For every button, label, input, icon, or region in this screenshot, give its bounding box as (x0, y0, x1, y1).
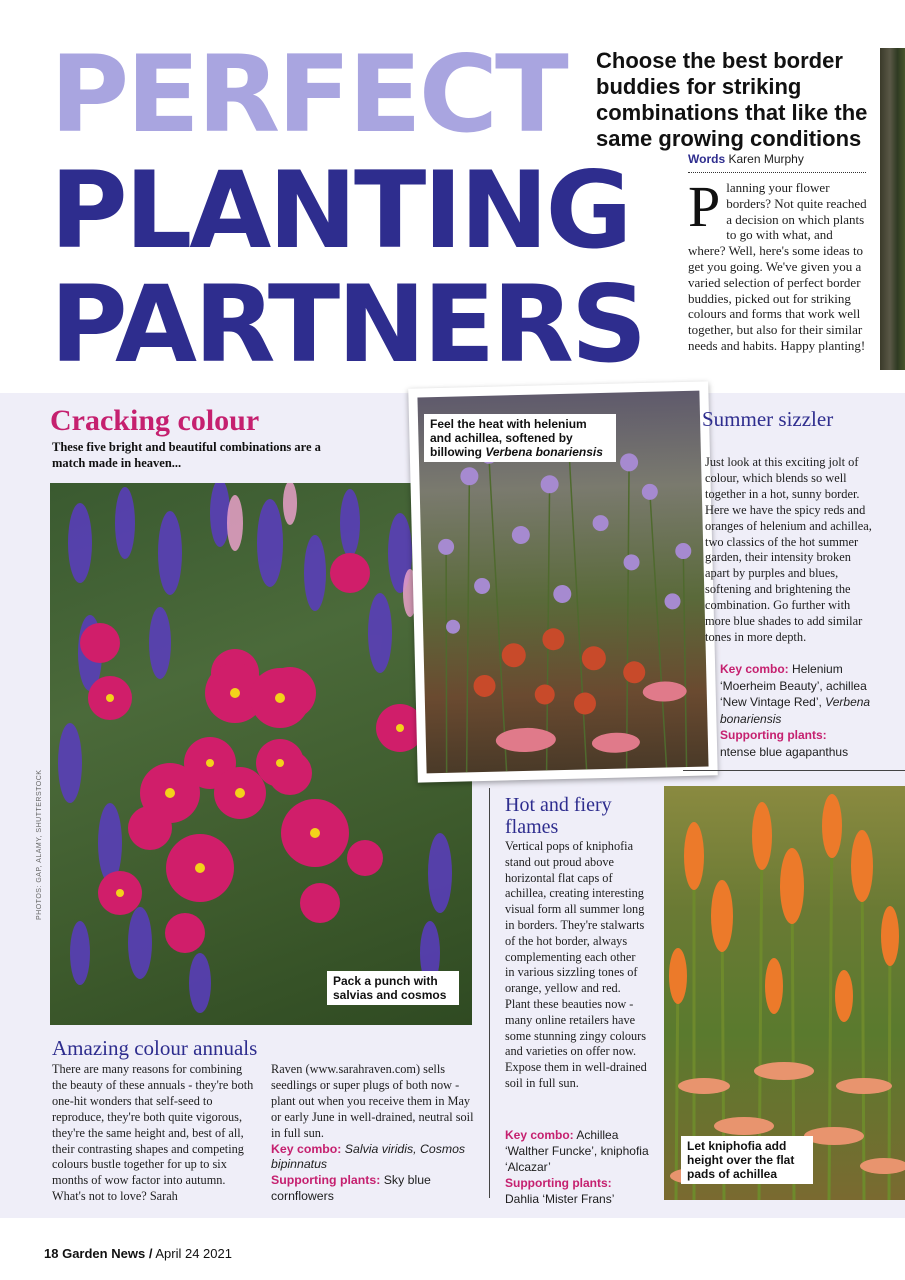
drop-cap: P (688, 174, 721, 239)
byline (688, 152, 866, 173)
publication-name: Garden News (62, 1246, 146, 1261)
section-title-amazing-annuals: Amazing colour annuals (52, 1036, 258, 1060)
caption-salvias-cosmos: Pack a punch with salvias and cosmos (327, 971, 459, 1005)
page-number: 18 (44, 1246, 59, 1261)
section-divider (683, 770, 905, 771)
headline-line-3: PARTNERS (50, 263, 645, 386)
supporting-plants-label: Supporting plants: (720, 728, 827, 742)
section-title-cracking-colour: Cracking colour (50, 404, 260, 437)
supporting-plants-label: Supporting plants: (271, 1173, 381, 1188)
column-divider (489, 788, 490, 1198)
supporting-plants-value: Sky blue cornflowers (271, 1173, 431, 1204)
key-combo-value: Achillea ‘Walther Funcke’, kniphofia ‘Alcazar’ (505, 1128, 649, 1174)
footer-separator: / (148, 1246, 153, 1261)
intro-paragraph (688, 174, 870, 354)
annuals-column-b (271, 1062, 476, 1205)
key-combo-label: Key combo: (505, 1128, 574, 1142)
intro-text: lanning your flower borders? Not quite reached a decision on which plants to go with what, and where? Well, here's some ideas to get you going. We've given you a varied selection of perfect border buddies, picked out for striking colours and forms that work well together, but also for their similar needs and habits. Happy planting! (688, 180, 867, 353)
summer-sizzler-key (720, 661, 880, 760)
flower-illustration (50, 483, 472, 1025)
supporting-plants-value: Dahlia ‘Mister Frans’ (505, 1192, 615, 1206)
caption-helenium-text: Feel the heat with helenium and achillea, softened by billowing (430, 417, 587, 459)
photo-salvias-cosmos (50, 483, 472, 1025)
photo-credit: PHOTOS: GAP, ALAMY, SHUTTERSTOCK (36, 769, 43, 920)
key-combo-label: Key combo: (271, 1141, 342, 1156)
key-combo-value: Helenium ‘Moerheim Beauty’, achillea ‘New Vintage Red’, (720, 662, 867, 709)
section-title-summer-sizzler: Summer sizzler (702, 407, 834, 431)
byline-author: Karen Murphy (728, 152, 804, 166)
supporting-plants-label: Supporting plants: (505, 1176, 612, 1190)
key-combo-label: Key combo: (720, 662, 789, 676)
headline-line-2: PLANTING (50, 149, 630, 272)
headline-line-1: PERFECT (50, 33, 566, 156)
key-combo-italic: Verbena bonariensis (720, 695, 871, 726)
standfirst: Choose the best border buddies for striking combinations that like the same growing conditions (596, 48, 868, 151)
page-footer (44, 1246, 232, 1261)
annuals-column-b-text: Raven (www.sarahraven.com) sells seedlings or super plugs of both now - plant out when you receive them in May or early June in well-drained, neutral soil in full sun. (271, 1062, 474, 1140)
supporting-plants-value: ntense blue agapanthus (720, 744, 849, 759)
tree-photo-edge (880, 48, 905, 370)
section-title-hot-fiery: Hot and fiery flames (505, 794, 612, 838)
summer-sizzler-body: Just look at this exciting jolt of colour, which blends so well together in a hot, sunny border. Here we have the spicy reds and oranges of helenium and achillea, two classics of the hot summer garden, their intensity broken apart by purples and blues, softening and brightening the combination. Go further with more blue shades to add similar tones in more depth. (705, 455, 872, 644)
hot-fiery-body: Vertical pops of kniphofia stand out proud above horizontal flat caps of achillea, creating interesting visual form all summer long in borders. They're stalwarts of the hot border, always complementing each other in various sizzling tones of orange, yellow and red. Plant these beauties now - many online retailers have some stunning zingy colours and varieties on offer now. Expose them in well-drained soil in full sun. (505, 839, 647, 1090)
annuals-column-a: There are many reasons for combining the beauty of these annuals - they're both one-hit wonders that self-seed to reproduce, they're both quite vigorous, they're the same height and, best of all, their contrasting shapes and competing colours bustle together for up to six months of wow factor into autumn. What's not to love? Sarah (52, 1062, 254, 1204)
caption-kniphofia: Let kniphofia add height over the flat pads of achillea (681, 1136, 813, 1184)
hot-fiery-key (505, 1127, 650, 1207)
byline-label: Words (688, 152, 726, 166)
issue-date: April 24 2021 (155, 1246, 232, 1261)
section-subtitle: These five bright and beautiful combinations are a match made in heaven... (52, 440, 321, 470)
key-combo-value: Salvia viridis, Cosmos bipinnatus (271, 1141, 466, 1172)
caption-helenium (424, 414, 616, 462)
caption-helenium-italic: Verbena bonariensis (485, 445, 603, 459)
